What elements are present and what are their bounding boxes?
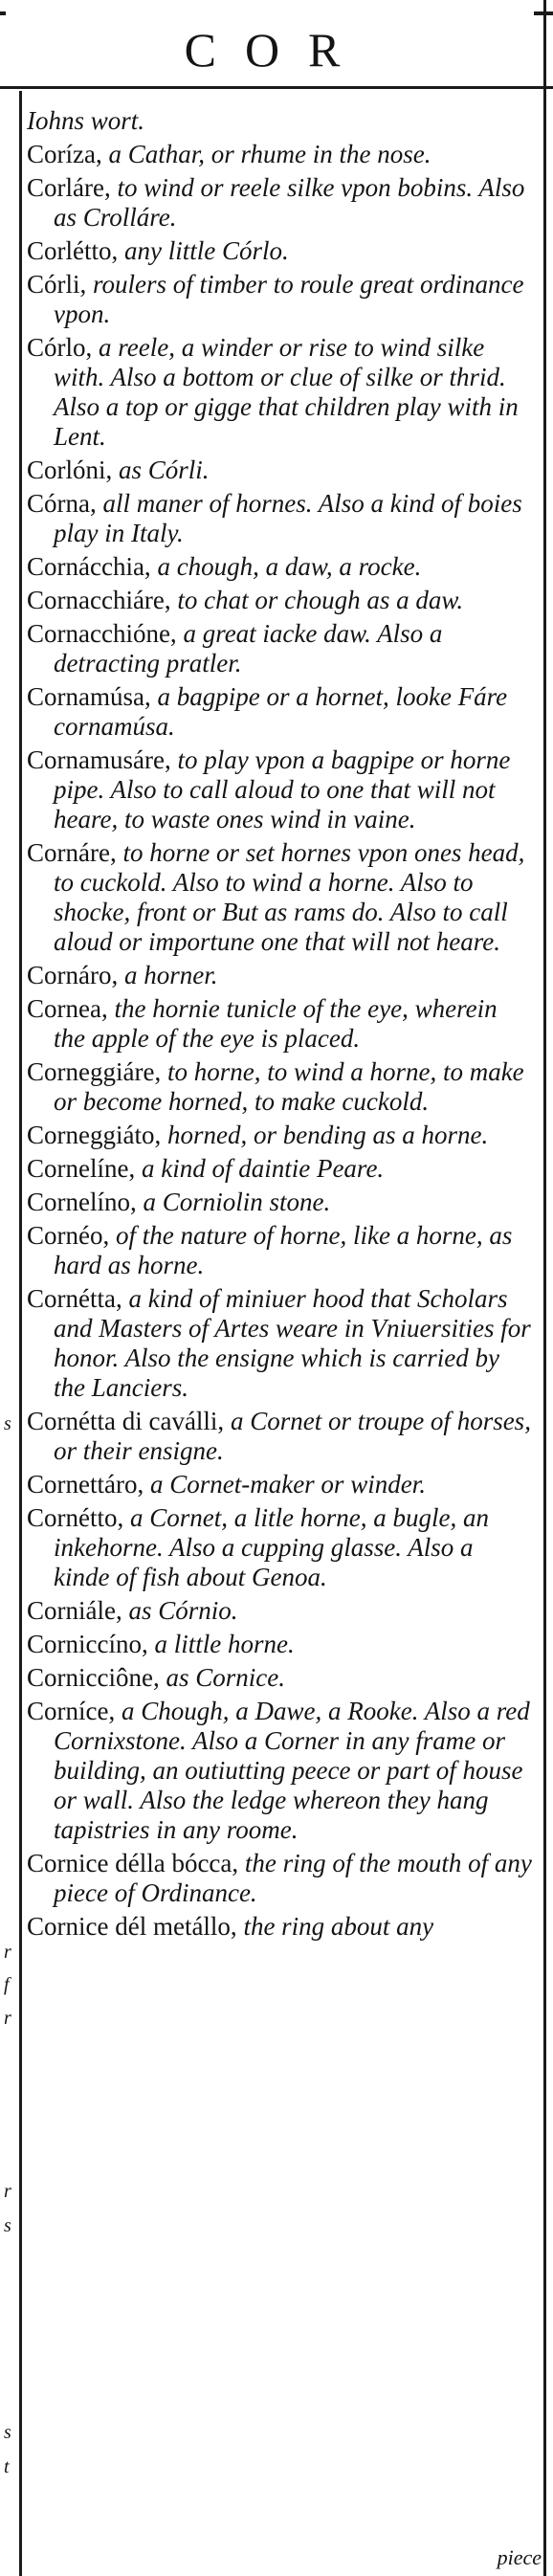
entry-definition: to chat or chough as a daw.	[177, 586, 464, 614]
entry-definition: to horne, to wind a horne, to make or become horned, to make cuckold.	[54, 1057, 524, 1116]
entry-headword: Corniále,	[27, 1596, 122, 1625]
dictionary-entry	[27, 236, 532, 266]
entry-definition: the ring about any	[243, 1912, 434, 1941]
margin-bleed-char: s	[4, 2422, 11, 2443]
dictionary-entry	[27, 489, 532, 548]
dictionary-entry	[27, 994, 532, 1054]
catchword: piece	[497, 2545, 542, 2569]
column-rule-left	[19, 91, 22, 2576]
entry-definition: a chough, a daw, a rocke.	[157, 552, 422, 581]
entry-definition: of the nature of horne, like a horne, as hard as horne.	[54, 1221, 513, 1279]
entry-definition: all maner of hornes. Also a kind of boies play in Italy.	[54, 489, 522, 547]
entry-definition: roulers of timber to roule great ordinance vpon.	[54, 270, 524, 328]
entry-headword: Cornea,	[27, 994, 108, 1023]
entry-definition: as Córnio.	[128, 1596, 238, 1625]
entry-definition: a Corniolin stone.	[143, 1188, 331, 1216]
dictionary-entry	[27, 1697, 532, 1845]
dictionary-entry	[27, 619, 532, 678]
entry-headword: Cornácchia,	[27, 552, 151, 581]
dictionary-entry	[27, 1284, 532, 1403]
entry-definition: to play vpon a bagpipe or horne pipe. Also to call aloud to one that will not heare, to waste ones wind in vaine.	[54, 745, 511, 833]
entry-definition: as Cornice.	[166, 1663, 285, 1692]
dictionary-entry	[27, 173, 532, 233]
dictionary-entry	[27, 1154, 532, 1184]
entry-headword: Cornétto,	[27, 1503, 124, 1532]
margin-bleed-char: r	[4, 2181, 11, 2202]
entry-definition: the ring of the mouth of any piece of Ordinance.	[54, 1849, 532, 1907]
entry-headword: Corniccíno,	[27, 1630, 148, 1658]
entry-headword: Corláre,	[27, 173, 111, 202]
dictionary-entry	[27, 1663, 532, 1693]
entry-headword: Cornétta,	[27, 1284, 122, 1313]
margin-bleed-char: t	[4, 2456, 10, 2477]
entry-definition: a kind of miniuer hood that Scholars and Masters of Artes weare in Vniuersities for honor. Also the ensigne which is carried by the Lanciers.	[54, 1284, 531, 1402]
entry-headword: Cornáre,	[27, 838, 117, 867]
entry-definition: a Cornet-maker or winder.	[149, 1470, 426, 1499]
dictionary-entry	[27, 682, 532, 742]
entry-headword: Corneggiáto,	[27, 1121, 162, 1149]
margin-bleed-char: s	[4, 2215, 11, 2236]
entry-headword: Cornelíno,	[27, 1188, 137, 1216]
entry-headword: Cornacchióne,	[27, 619, 177, 648]
entry-definition: a Cornet, a litle horne, a bugle, an inkehorne. Also a cupping glasse. Also a kinde of fish about Genoa.	[54, 1503, 489, 1591]
dictionary-entry	[27, 270, 532, 329]
dictionary-entry	[27, 961, 532, 990]
dictionary-entry	[27, 455, 532, 485]
dictionary-entry	[27, 1121, 532, 1150]
entry-headword: Cornacchiáre,	[27, 586, 171, 614]
dictionary-entry	[27, 106, 532, 136]
entry-headword: Córli,	[27, 270, 87, 299]
entry-headword: Cornelíne,	[27, 1154, 136, 1183]
entry-definition: a great iacke daw. Also a detracting pratler.	[54, 619, 443, 677]
dictionary-entry	[27, 1630, 532, 1659]
entry-headword: Cornice délla bócca,	[27, 1849, 239, 1877]
dictionary-entry	[27, 1407, 532, 1466]
dictionary-entry	[27, 1057, 532, 1117]
entry-definition: a reele, a winder or rise to wind silke with. Also a bottom or clue of silke or thrid. Also a top or gigge that children play with in Lent.	[54, 333, 519, 451]
dictionary-column	[27, 106, 532, 1945]
dictionary-entry	[27, 1188, 532, 1217]
entry-headword: Cornettáro,	[27, 1470, 144, 1499]
margin-bleed-char: s	[4, 1413, 11, 1434]
entry-definition: the hornie tunicle of the eye, wherein the apple of the eye is placed.	[54, 994, 498, 1053]
dictionary-entry	[27, 1849, 532, 1908]
entry-headword: Corlóni,	[27, 455, 113, 484]
entry-headword: Cornicciône,	[27, 1663, 160, 1692]
entry-definition: horned, or bending as a horne.	[166, 1121, 489, 1149]
entry-definition: Iohns wort.	[27, 106, 145, 135]
header-underline	[0, 86, 553, 89]
entry-headword: Cornamusáre,	[27, 745, 171, 774]
entry-headword: Corlétto,	[27, 236, 119, 265]
entry-definition: as Córli.	[119, 455, 210, 484]
entry-definition: a little horne.	[154, 1630, 295, 1658]
entry-headword: Cornéo,	[27, 1221, 110, 1250]
entry-headword: Corníce,	[27, 1697, 116, 1725]
dictionary-entry	[27, 1221, 532, 1280]
entry-definition: a Cornet or troupe of horses, or their ensigne.	[54, 1407, 531, 1465]
entry-definition: any little Córlo.	[124, 236, 289, 265]
dictionary-entry	[27, 333, 532, 452]
entry-headword: Córlo,	[27, 333, 93, 362]
entry-definition: to wind or reele silke vpon bobins. Also as Crolláre.	[54, 173, 525, 232]
column-rule-right	[543, 0, 546, 2576]
entry-headword: Corneggiáre,	[27, 1057, 162, 1086]
dictionary-entry	[27, 1503, 532, 1592]
dictionary-entry	[27, 745, 532, 834]
entry-definition: a Cathar, or rhume in the nose.	[108, 140, 431, 168]
entry-headword: Cornétta di caválli,	[27, 1407, 225, 1435]
entry-headword: Cornamúsa,	[27, 682, 151, 711]
dictionary-entry	[27, 1596, 532, 1626]
page-header-title: COR	[184, 23, 369, 77]
dictionary-entry	[27, 552, 532, 582]
margin-bleed-char: f	[4, 1974, 10, 1995]
entry-definition: to horne or set hornes vpon ones head, to cuckold. Also to wind a horne. Also to shocke, front or But as rams do. Also to call aloud or importune one that will not heare.	[54, 838, 525, 956]
entry-definition: a kind of daintie Peare.	[141, 1154, 385, 1183]
margin-bleed-char: r	[4, 1942, 11, 1963]
dictionary-entry	[27, 838, 532, 957]
margin-bleed-char: r	[4, 2008, 11, 2029]
dictionary-entry	[27, 586, 532, 615]
entry-definition: a bagpipe or a hornet, looke Fáre cornamúsa.	[54, 682, 508, 741]
dictionary-entry	[27, 1470, 532, 1499]
entry-headword: Cornáro,	[27, 961, 119, 989]
dictionary-entry	[27, 140, 532, 169]
entry-definition: a horner.	[123, 961, 218, 989]
entry-headword: Cornice dél metállo,	[27, 1912, 237, 1941]
entry-headword: Córna,	[27, 489, 97, 518]
entry-headword: Coríza,	[27, 140, 102, 168]
entry-definition: a Chough, a Dawe, a Rooke. Also a red Cornixstone. Also a Corner in any frame or building, an outiutting peece or part of house or wall. Also the ledge whereon they hang tapistries in any roome.	[54, 1697, 530, 1844]
dictionary-entry	[27, 1912, 532, 1942]
left-margin-bleed	[0, 0, 19, 2576]
